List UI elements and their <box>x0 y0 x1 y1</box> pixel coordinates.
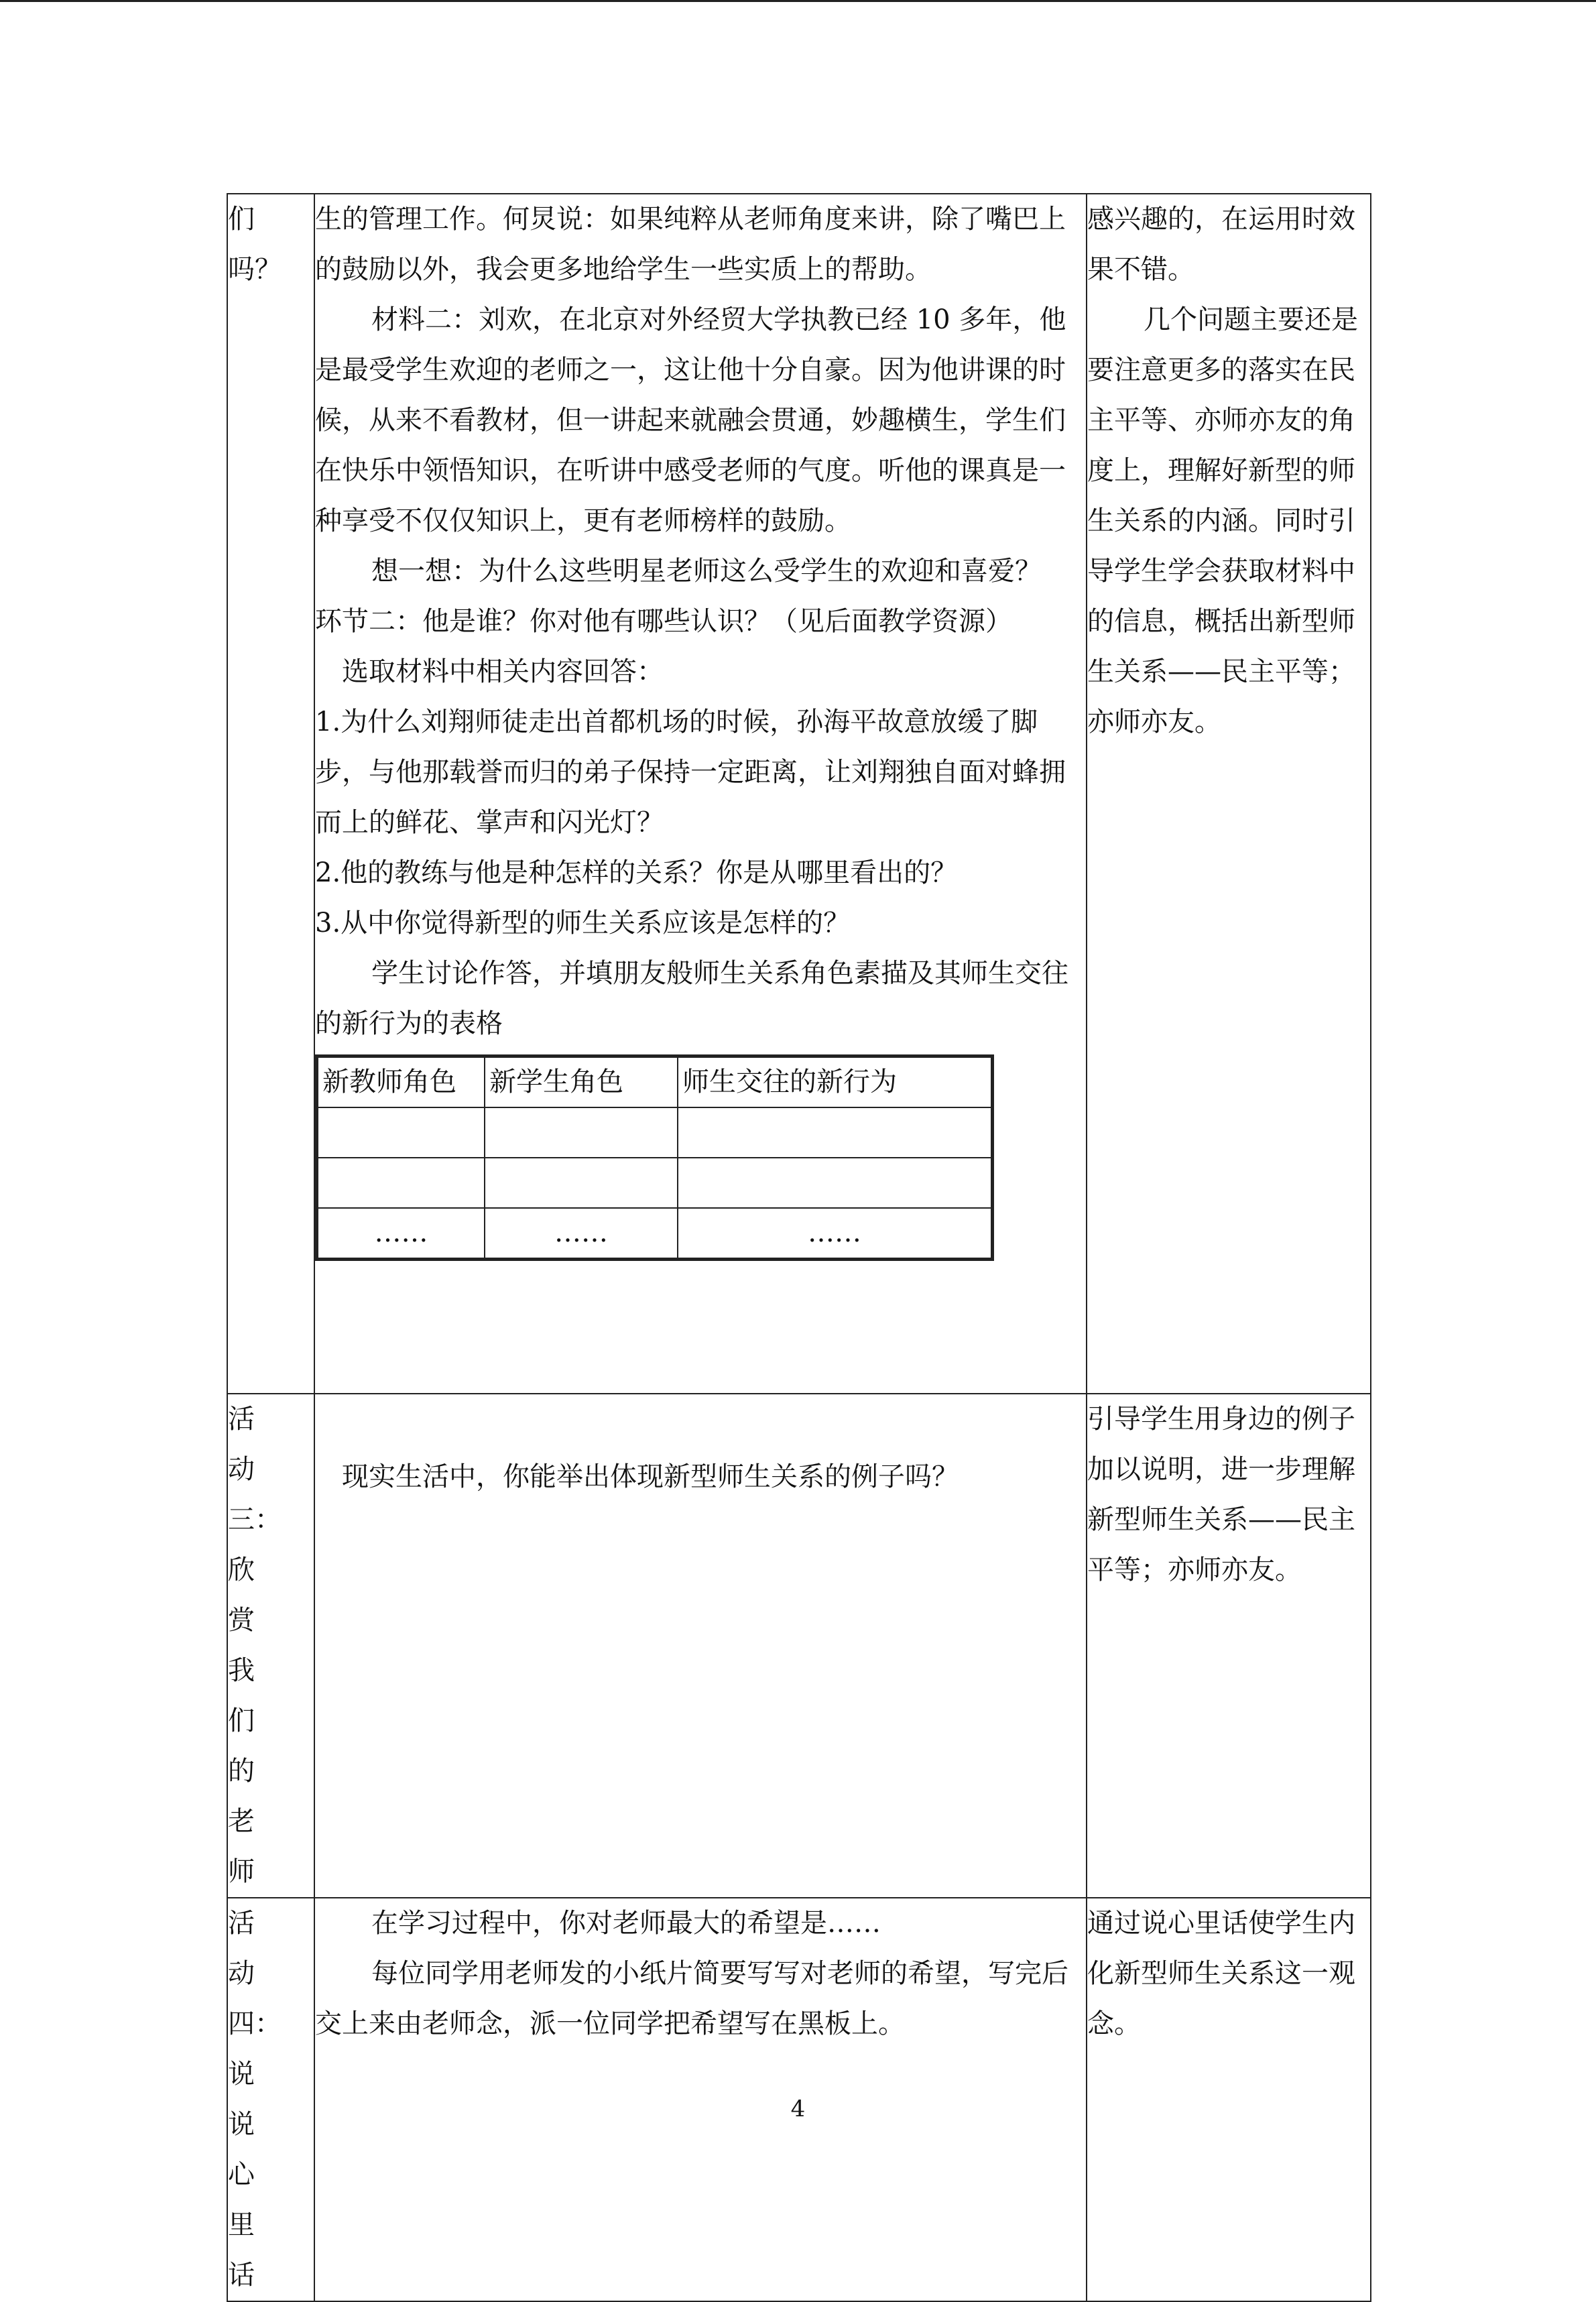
header-new-behavior: 师生交往的新行为 <box>678 1056 993 1108</box>
activity-label: 活动四：说说心里话 <box>228 1908 282 2291</box>
blank-cell <box>678 1107 993 1158</box>
header-new-teacher-role: 新教师角色 <box>317 1056 485 1108</box>
blank-cell <box>485 1107 678 1158</box>
note-paragraph: 通过说心里话使学生内化新型师生关系这一观念。 <box>1087 1908 1355 2039</box>
note-paragraph: 感兴趣的，在运用时效果不错。 <box>1087 204 1355 285</box>
activity-cell <box>227 194 314 1394</box>
section-two-heading: 环节二：他是谁？你对他有哪些认识？（见后面教学资源） <box>315 606 1012 637</box>
table-row <box>227 1394 1371 1898</box>
ellipsis-cell: …… <box>485 1208 678 1260</box>
question-1: 1.为什么刘翔师徒走出首都机场的时候，孙海平故意放缓了脚步，与他那载誉而归的弟子保持一定距离，让刘翔独自面对蜂拥而上的鲜花、掌声和闪光灯？ <box>315 707 1066 838</box>
note-paragraph: 引导学生用身边的例子加以说明，进一步理解新型师生关系——民主平等；亦师亦友。 <box>1087 1404 1355 1585</box>
header-new-student-role: 新学生角色 <box>485 1056 678 1108</box>
paragraph: 生的管理工作。何炅说：如果纯粹从老师角度来讲，除了嘴巴上的鼓励以外，我会更多地给学生一些实质上的帮助。 <box>315 204 1066 285</box>
activity-cell <box>227 1394 314 1898</box>
note-cell <box>1087 1394 1371 1898</box>
content-cell <box>314 1394 1087 1898</box>
discussion-text: 学生讨论作答，并填朋友般师生关系角色素描及其师生交往的新行为的表格 <box>315 958 1068 1039</box>
note-cell <box>1087 194 1371 1394</box>
role-sketch-table <box>315 1054 994 1261</box>
table-row <box>227 194 1371 1394</box>
ellipsis-cell: …… <box>317 1208 485 1260</box>
content-cell <box>314 194 1087 1394</box>
blank-cell <box>317 1107 485 1158</box>
ellipsis-cell: …… <box>678 1208 993 1260</box>
note-paragraph: 几个问题主要还是要注意更多的落实在民主平等、亦师亦友的角度上，理解好新型的师生关系的内涵。同时引导学生学会获取材料中的信息，概括出新型师生关系——民主平等；亦师亦友。 <box>1087 304 1358 737</box>
blank-cell <box>485 1158 678 1208</box>
question-3: 3.从中你觉得新型的师生关系应该是怎样的？ <box>315 908 851 938</box>
paragraph: 现实生活中，你能举出体现新型师生关系的例子吗？ <box>342 1461 959 1492</box>
instruction-text: 选取材料中相关内容回答： <box>342 656 664 687</box>
page-number: 4 <box>790 2096 806 2122</box>
table-header-row <box>317 1056 993 1108</box>
table-row <box>317 1107 993 1158</box>
table-row <box>317 1208 993 1260</box>
blank-cell <box>317 1158 485 1208</box>
activity-label: 们吗？ <box>228 204 282 285</box>
table-row <box>317 1158 993 1208</box>
material-two-paragraph: 材料二：刘欢，在北京对外经贸大学执教已经 10 多年，他是最受学生欢迎的老师之一，这让他十分自豪。因为他讲课的时候，从来不看教材，但一讲起来就融会贯通，妙趣横生，学生们在快乐中领悟知识，在听讲中感受老师的气度。听他的课真是一种享受不仅仅知识上，更有老师榜样的鼓励。 <box>315 304 1066 536</box>
paragraph: 在学习过程中，你对老师最大的希望是…… <box>371 1908 881 1939</box>
think-question: 想一想：为什么这些明星老师这么受学生的欢迎和喜爱？ <box>371 556 1042 587</box>
lesson-plan-table <box>227 193 1371 2302</box>
blank-cell <box>678 1158 993 1208</box>
activity-label: 活动三：欣赏我们的老师 <box>228 1404 282 1887</box>
question-2: 2.他的教练与他是种怎样的关系？你是从哪里看出的？ <box>315 857 958 888</box>
paragraph: 每位同学用老师发的小纸片简要写写对老师的希望，写完后交上来由老师念，派一位同学把希望写在黑板上。 <box>315 1958 1068 2039</box>
top-border-line <box>0 0 1596 2</box>
